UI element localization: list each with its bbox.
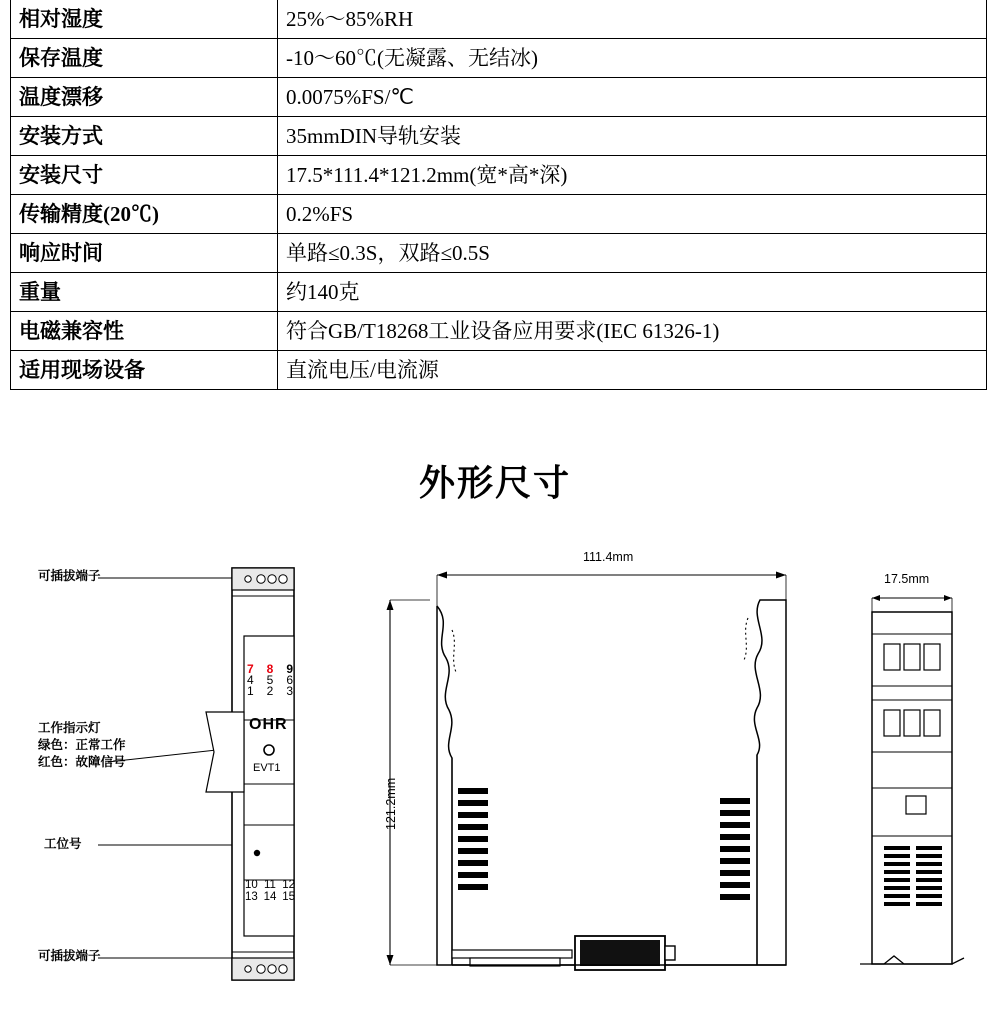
callout-top-terminal: 可插拔端子 [38, 569, 101, 583]
drawing-vectors [0, 540, 990, 1010]
terminal-numbers-row-101112 [245, 880, 295, 891]
specification-table [10, 0, 987, 390]
dimension-depth-label: 17.5mm [884, 572, 930, 586]
page-title: 外形尺寸 [418, 462, 571, 503]
terminal-numbers-row-131415 [245, 892, 295, 903]
callout-indicator-line3: 红色：故障信号 [38, 755, 126, 769]
pin-7: 7 [247, 662, 254, 676]
spec-value: 0.0075%FS/℃ [278, 78, 987, 117]
pin-15: 15 [282, 891, 295, 903]
dimension-width-label: 111.4mm [583, 550, 634, 564]
table-row [11, 351, 987, 390]
pin-3: 3 [286, 684, 293, 698]
spec-key: 安装尺寸 [11, 156, 278, 195]
pin-4: 4 [247, 673, 254, 687]
pin-13: 13 [245, 891, 258, 903]
pin-12: 12 [282, 879, 295, 891]
table-row [11, 312, 987, 351]
table-row [11, 273, 987, 312]
spec-key: 适用现场设备 [11, 351, 278, 390]
table-row [11, 195, 987, 234]
spec-value: 17.5*111.4*121.2mm(宽*高*深) [278, 156, 987, 195]
spec-key: 响应时间 [11, 234, 278, 273]
table-row [11, 117, 987, 156]
table-row [11, 78, 987, 117]
spec-key: 安装方式 [11, 117, 278, 156]
callout-tag-number: 工位号 [44, 837, 82, 851]
spec-value: 25%～85%RH [278, 0, 987, 39]
spec-table-body [11, 0, 987, 390]
callout-indicator-line1: 工作指示灯 [38, 721, 101, 735]
spec-value: -10～60℃(无凝露、无结冰) [278, 39, 987, 78]
callout-bottom-terminal: 可插拔端子 [38, 949, 101, 963]
spec-value: 符合GB/T18268工业设备应用要求(IEC 61326-1) [278, 312, 987, 351]
spec-value: 35mmDIN导轨安装 [278, 117, 987, 156]
callout-indicator-line2: 绿色：正常工作 [38, 738, 126, 752]
table-row [11, 0, 987, 39]
pin-2: 2 [266, 684, 274, 698]
spec-key: 传输精度(20℃) [11, 195, 278, 234]
pin-10: 10 [245, 879, 258, 891]
spec-key: 保存温度 [11, 39, 278, 78]
spec-value: 单路≤0.3S，双路≤0.5S [278, 234, 987, 273]
pin-1: 1 [247, 684, 254, 698]
table-row [11, 234, 987, 273]
pin-8: 8 [266, 662, 274, 676]
pin-11: 11 [264, 879, 276, 891]
spec-value: 直流电压/电流源 [278, 351, 987, 390]
table-row [11, 156, 987, 195]
spec-key: 温度漂移 [11, 78, 278, 117]
terminal-numbers-row-123 [247, 686, 293, 697]
pin-5: 5 [266, 673, 274, 687]
pin-9: 9 [286, 662, 293, 676]
dimension-height-label: 121.2mm [384, 777, 398, 830]
pin-14: 14 [263, 891, 277, 903]
spec-key: 电磁兼容性 [11, 312, 278, 351]
model-label: EVT1 [253, 762, 281, 774]
spec-key: 相对湿度 [11, 0, 278, 39]
spec-key: 重量 [11, 273, 278, 312]
dimension-drawing [0, 540, 990, 1010]
spec-value: 0.2%FS [278, 195, 987, 234]
table-row [11, 39, 987, 78]
pin-6: 6 [286, 673, 293, 687]
spec-value: 约140克 [278, 273, 987, 312]
brand-label: OHR [249, 716, 288, 733]
